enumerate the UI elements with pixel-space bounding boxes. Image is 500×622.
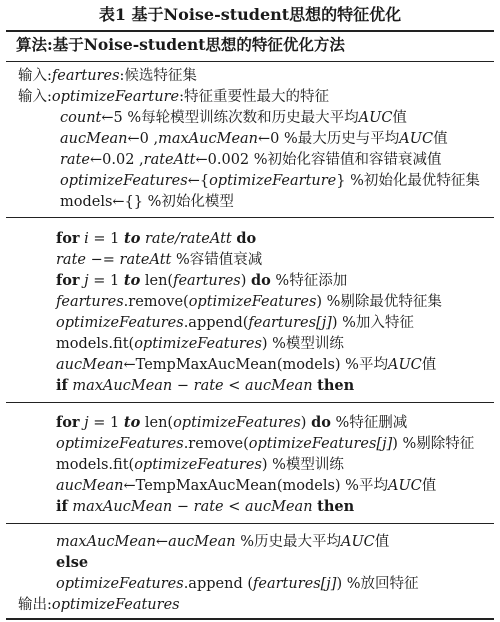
code-token: 输入: [18,68,52,84]
code-token: optimizeFeatures [173,415,301,431]
algo-line [56,250,262,270]
code-token: AUC [340,534,375,550]
code-token: if [56,377,68,394]
algo-line [56,271,347,291]
code-token: rate [56,252,86,268]
algo-line [56,334,344,354]
code-token: do [236,230,257,247]
algo-line [56,313,414,333]
code-token: feartures [56,294,124,310]
code-token: AUC [387,478,422,494]
code-token: = 1 [88,415,124,431]
code-token: if [56,498,68,515]
code-token: ←0 %最大历史与平均 [258,131,400,147]
code-token: then [317,498,355,515]
code-token: < [223,378,246,394]
code-token: ←TempMaxAucMean(models) %平均 [123,478,388,494]
algo-line [18,595,180,615]
code-token: ) [300,415,312,431]
algo-line [56,497,354,517]
code-token: − [172,378,194,394]
code-token: optimizeFeatures[j] [248,436,393,452]
code-token: maxAucMean [56,534,156,550]
code-token: ) %放回特征 [336,576,419,592]
code-token: 值 [433,131,448,147]
algo-line [56,574,419,594]
code-token: j [84,415,89,431]
code-token: aucMean [56,357,124,373]
top-rule [6,30,494,32]
code-token: rateAtt [119,252,172,268]
code-token: 值 [392,110,407,126]
section-rule [6,402,494,403]
code-token: %历史最大平均 [235,534,341,550]
code-token: optimizeFeatures [134,336,262,352]
algo-line [56,376,354,396]
code-token: rateAtt [143,152,196,168]
bottom-rule [6,618,494,620]
code-token: 输入: [18,89,52,105]
algo-line [56,532,389,552]
code-token: for [56,414,80,431]
table-caption: 表1 基于Noise-student思想的特征优化 [98,5,402,24]
code-token: :候选特征集 [119,68,197,84]
code-token: ) %模型训练 [261,336,344,352]
code-token: ←0.02 , [89,152,144,168]
code-token: len( [140,415,174,431]
code-token: AUC [399,131,434,147]
code-token: rate [193,499,224,515]
algo-line [60,192,234,212]
code-token: do [251,272,271,289]
algo-line [56,553,88,573]
code-token: ←{ [187,173,210,189]
code-token: − [172,499,194,515]
code-token: .remove( [123,294,189,310]
code-token: rate [193,378,224,394]
algo-line [56,476,436,496]
code-token: rate/rateAtt [145,231,232,247]
code-token: len( [140,273,174,289]
algo-line [56,434,474,454]
code-token: else [56,554,89,571]
title-rule [6,61,494,62]
code-token: then [317,377,355,394]
code-token: maxAucMean [158,131,259,147]
code-token: %容错值衰减 [171,252,263,268]
code-token: models.fit( [56,336,135,352]
code-token: aucMean [245,499,313,515]
code-token: :特征重要性最大的特征 [179,89,329,105]
algo-line [60,150,442,170]
code-token: feartures[j] [248,315,332,331]
algo-line [56,355,436,375]
algo-line [56,229,256,249]
code-token: for [56,230,80,247]
code-token: to [123,414,141,431]
code-token: optimizeFeatures [56,576,184,592]
code-token: i [84,231,89,247]
code-token: count [60,110,102,126]
code-token: aucMean [168,534,236,550]
code-token: < [223,499,246,515]
code-token: 值 [421,357,437,373]
code-token: rate [60,152,90,168]
section-rule [6,217,494,218]
code-token: ) %剔除最优特征集 [316,294,442,310]
code-token: ←0.002 %初始化容错值和容错衰减值 [195,152,442,168]
code-token: models.fit( [56,457,135,473]
code-token: models←{} %初始化模型 [60,194,234,210]
code-token: to [124,230,141,247]
code-token: 输出: [18,597,52,613]
algo-line [56,292,442,312]
code-token: ) [240,273,252,289]
code-token: .append ( [183,576,253,592]
code-token: maxAucMean [72,378,173,394]
code-token: %特征删减 [330,415,408,431]
code-token: .remove( [183,436,249,452]
code-token: aucMean [56,478,124,494]
code-token: 值 [374,534,390,550]
code-token: optimizeFeatures [56,436,184,452]
code-token: feartures [173,273,241,289]
code-token: optimizeFeatures [60,173,188,189]
code-token: optimizeFeatures [51,597,180,613]
code-token: feartures[j] [253,576,337,592]
code-token: to [123,272,141,289]
code-token: %特征添加 [270,273,348,289]
algo-line [56,455,344,475]
code-token: = 1 [88,273,124,289]
code-token: optimizeFearture [209,173,337,189]
code-token: ) %模型训练 [261,457,344,473]
algorithm-title: 算法:基于Noise-student思想的特征优化方法 [16,35,345,54]
algo-line [60,129,448,149]
code-token: optimizeFeatures [134,457,262,473]
code-token: ←TempMaxAucMean(models) %平均 [123,357,388,373]
code-token: j [84,273,89,289]
algo-line [60,108,407,128]
algo-line [60,171,480,191]
code-token: } %初始化最优特征集 [336,173,480,189]
section-rule [6,523,494,524]
code-token: −= [85,252,120,268]
code-token: AUC [358,110,393,126]
code-token: aucMean [245,378,313,394]
algo-line [18,66,197,86]
algo-line [18,87,329,107]
code-token: optimizeFeatures [188,294,317,310]
algo-line [56,413,407,433]
code-token: .append( [183,315,249,331]
code-token: optimizeFeatures [56,315,184,331]
code-token: do [311,414,331,431]
code-token: optimizeFearture [51,89,180,105]
code-token: ←0 , [127,131,159,147]
code-token: 值 [421,478,437,494]
code-token: = 1 [88,231,125,247]
code-token: for [56,272,80,289]
code-token: ←5 %每轮模型训练次数和历史最大平均 [101,110,359,126]
code-token: maxAucMean [72,499,173,515]
code-token: aucMean [60,131,128,147]
code-token: ) %加入特征 [331,315,414,331]
code-token: ) %剔除特征 [392,436,475,452]
code-token: ← [155,534,169,550]
code-token: AUC [387,357,422,373]
code-token: feartures [51,68,120,84]
